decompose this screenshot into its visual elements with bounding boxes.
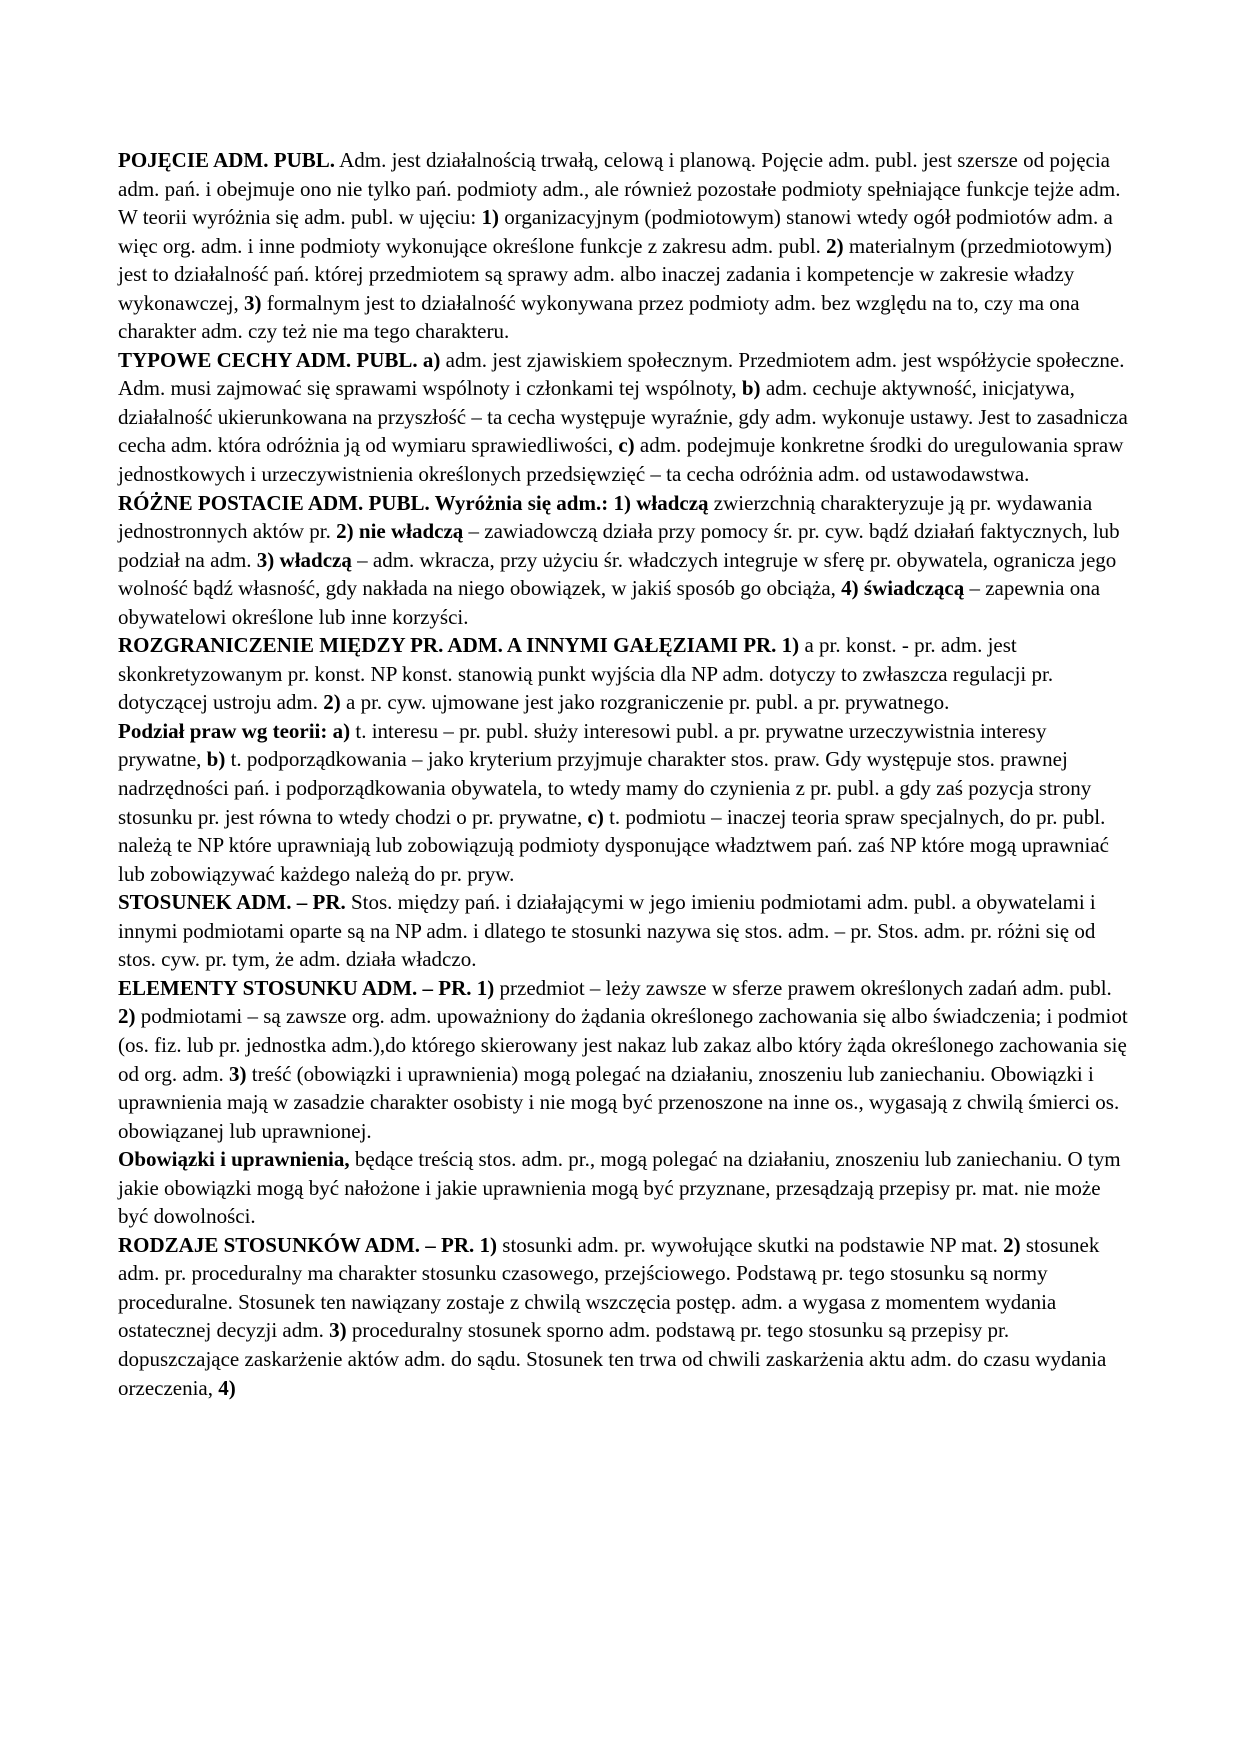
text-run: formalnym jest to działalność wykonywana przez podmioty adm. bez względu na to, czy ma ona charakter adm. czy też nie ma tego charakteru.: [118, 290, 1080, 344]
bold-text-run: TYPOWE CECHY ADM. PUBL. a): [118, 347, 441, 372]
bold-text-run: 2) nie władczą: [336, 519, 464, 544]
text-run: stosunek adm. pr. proceduralny ma charakter stosunku czasowego, przejściowego. Podstawą pr. tego stosunku są normy proceduralne. Stosunek ten nawiązany zostaje z chwilą wszczęcia postęp. adm. a wygasa z momentem wydania ostatecznej decyzji adm.: [118, 1232, 1100, 1343]
text-run: materialnym (przedmiotowym) jest to działalność pań. której przedmiotem są sprawy adm. albo inaczej zadania i kompetencje w zakresie władzy wykonawczej,: [118, 233, 1112, 315]
bold-text-run: STOSUNEK ADM. – PR.: [118, 890, 346, 915]
text-run: adm. cechuje aktywność, inicjatywa, działalność ukierunkowana na przyszłość – ta cecha występuje wyraźnie, gdy adm. wykonuje ustawy. Jest to zasadnicza cecha adm. która odróżnia ją od wymiaru sprawiedliwości,: [118, 376, 1128, 458]
bold-text-run: 3) władczą: [256, 547, 352, 572]
bold-text-run: 4): [218, 1375, 236, 1400]
bold-text-run: Obowiązki i uprawnienia,: [118, 1147, 350, 1172]
bold-text-run: 2): [826, 233, 844, 258]
paragraph: [118, 1231, 1130, 1402]
paragraph: [118, 1145, 1130, 1231]
bold-text-run: b): [206, 747, 226, 772]
text-run: przedmiot – leży zawsze w sferze prawem określonych zadań adm. publ.: [494, 975, 1112, 1000]
text-run: a pr. konst. - pr. adm. jest skonkretyzowanym pr. konst. NP konst. stanowią punkt wyjścia dla NP adm. dotyczy to zwłaszcza regulacji pr. dotyczącej ustroju adm.: [118, 633, 1054, 715]
text-run: a pr. cyw. ujmowane jest jako rozgraniczenie pr. publ. a pr. prywatnego.: [340, 690, 950, 715]
bold-text-run: 4) świadczącą: [841, 576, 965, 601]
paragraph: [118, 974, 1130, 1145]
text-run: – zapewnia ona obywatelowi określone lub inne korzyści.: [118, 576, 1101, 629]
paragraph: [118, 146, 1130, 346]
paragraph: [118, 717, 1130, 888]
paragraph: [118, 346, 1130, 489]
bold-text-run: 2): [323, 690, 341, 715]
bold-text-run: POJĘCIE ADM. PUBL.: [118, 148, 336, 172]
text-run: Stos. między pań. i działającymi w jego imieniu podmiotami adm. publ. a obywatelami i innymi podmiotami oparte są na NP adm. i dlatego te stosunki nazywa się stos. adm. – pr. Stos. adm. pr. różni się od stos. cyw. pr. tym, że adm. działa władczo.: [118, 890, 1096, 972]
bold-text-run: 2): [118, 1004, 136, 1029]
bold-text-run: b): [741, 376, 761, 401]
paragraph: [118, 888, 1130, 974]
text-run: adm. podejmuje konkretne środki do uregulowania spraw jednostkowych i urzeczywistnienia określonych przedsięwzięć – ta cecha odróżnia adm. od ustawodawstwa.: [118, 433, 1124, 487]
bold-text-run: 3): [229, 1061, 247, 1086]
text-run: proceduralny stosunek sporno adm. podstawą pr. tego stosunku są przepisy pr. dopuszczające zaskarżenie aktów adm. do sądu. Stosunek ten trwa od chwili zaskarżenia aktu adm. do czasu wydania orzeczenia,: [118, 1318, 1107, 1400]
bold-text-run: ROZGRANICZENIE MIĘDZY PR. ADM. A INNYMI GAŁĘZIAMI PR. 1): [118, 633, 800, 658]
text-run: t. podporządkowania – jako kryterium przyjmuje charakter stos. praw. Gdy występuje stos. prawnej nadrzędności pań. i podporządkowania obywatela, to wtedy mamy do czynienia z pr. publ. a gdy zaś pozycja strony stosunku pr. jest równa to wtedy chodzi o pr. prywatne,: [118, 747, 1092, 829]
bold-text-run: RÓŻNE POSTACIE ADM. PUBL. Wyróżnia się adm.: 1) władczą: [118, 490, 709, 515]
bold-text-run: RODZAJE STOSUNKÓW ADM. – PR. 1): [118, 1232, 498, 1257]
text-run: t. interesu – pr. publ. służy interesowi publ. a pr. prywatne urzeczywistnia interesy prywatne,: [118, 718, 1047, 772]
bold-text-run: 1): [481, 205, 500, 230]
text-run: zwierzchnią charakteryzuje ją pr. wydawania jednostronnych aktów pr.: [118, 490, 1093, 544]
bold-text-run: 3): [243, 290, 262, 315]
text-run: stosunki adm. pr. wywołujące skutki na podstawie NP mat.: [497, 1232, 1004, 1257]
paragraph: [118, 631, 1130, 717]
paragraph: [118, 489, 1130, 632]
bold-text-run: 3): [329, 1318, 347, 1343]
text-run: – adm. wkracza, przy użyciu śr. władczych integruje w sferę pr. obywatela, ogranicza jego wolność bądź własność, gdy nakłada na niego obowiązek, w jakiś sposób go obciąża,: [118, 547, 1117, 601]
bold-text-run: 2): [1003, 1232, 1021, 1257]
text-run: podmiotami – są zawsze org. adm. upoważniony do żądania określonego zachowania się albo świadczenia; i podmiot (os. fiz. lub pr. jednostka adm.),do którego skierowany jest nakaz lub zakaz albo który żąda określonego zachowania się od org. adm.: [118, 1004, 1128, 1086]
bold-text-run: Podział praw wg teorii: a): [118, 718, 351, 743]
text-run: – zawiadowczą działa przy pomocy śr. pr. cyw. bądź działań faktycznych, lub podział na adm.: [118, 519, 1120, 572]
bold-text-run: ELEMENTY STOSUNKU ADM. – PR. 1): [118, 975, 495, 1000]
text-run: Adm. jest działalnością trwałą, celową i planową. Pojęcie adm. publ. jest szersze od pojęcia adm. pań. i obejmuje ono nie tylko pań. podmioty adm., ale również pozostałe podmioty spełniające funkcje tejże adm. W teorii wyróżnia się adm. publ. w ujęciu:: [118, 148, 1121, 230]
bold-text-run: c): [618, 433, 635, 458]
text-run: treść (obowiązki i uprawnienia) mogą polegać na działaniu, znoszeniu lub zaniechaniu. Obowiązki i uprawnienia mają w zasadzie charakter osobisty i nie mogą być przenoszone na inne os., wygasają z chwilą śmierci os. obowiązanej lub uprawnionej.: [118, 1061, 1120, 1143]
text-run: będące treścią stos. adm. pr., mogą polegać na działaniu, znoszeniu lub zaniechaniu. O tym jakie obowiązki mogą być nałożone i jakie uprawnienia mogą być przyznane, przesądzają przepisy pr. mat. nie może być dowolności.: [118, 1147, 1121, 1229]
text-run: organizacyjnym (podmiotowym) stanowi wtedy ogół podmiotów adm. a więc org. adm. i inne podmioty wykonujące określone funkcje z zakresu adm. publ.: [118, 205, 1113, 258]
text-run: t. podmiotu – inaczej teoria spraw specjalnych, do pr. publ. należą te NP które uprawniają lub zobowiązują podmioty dysponujące władztwem pań. zaś NP które mogą uprawniać lub zobowiązywać każdego należą do pr. pryw.: [118, 804, 1109, 886]
text-run: adm. jest zjawiskiem społecznym. Przedmiotem adm. jest współżycie społeczne. Adm. musi zajmować się sprawami wspólnoty i członkami tej wspólnoty,: [118, 347, 1125, 401]
document-page: [118, 146, 1130, 1402]
bold-text-run: c): [587, 804, 604, 829]
